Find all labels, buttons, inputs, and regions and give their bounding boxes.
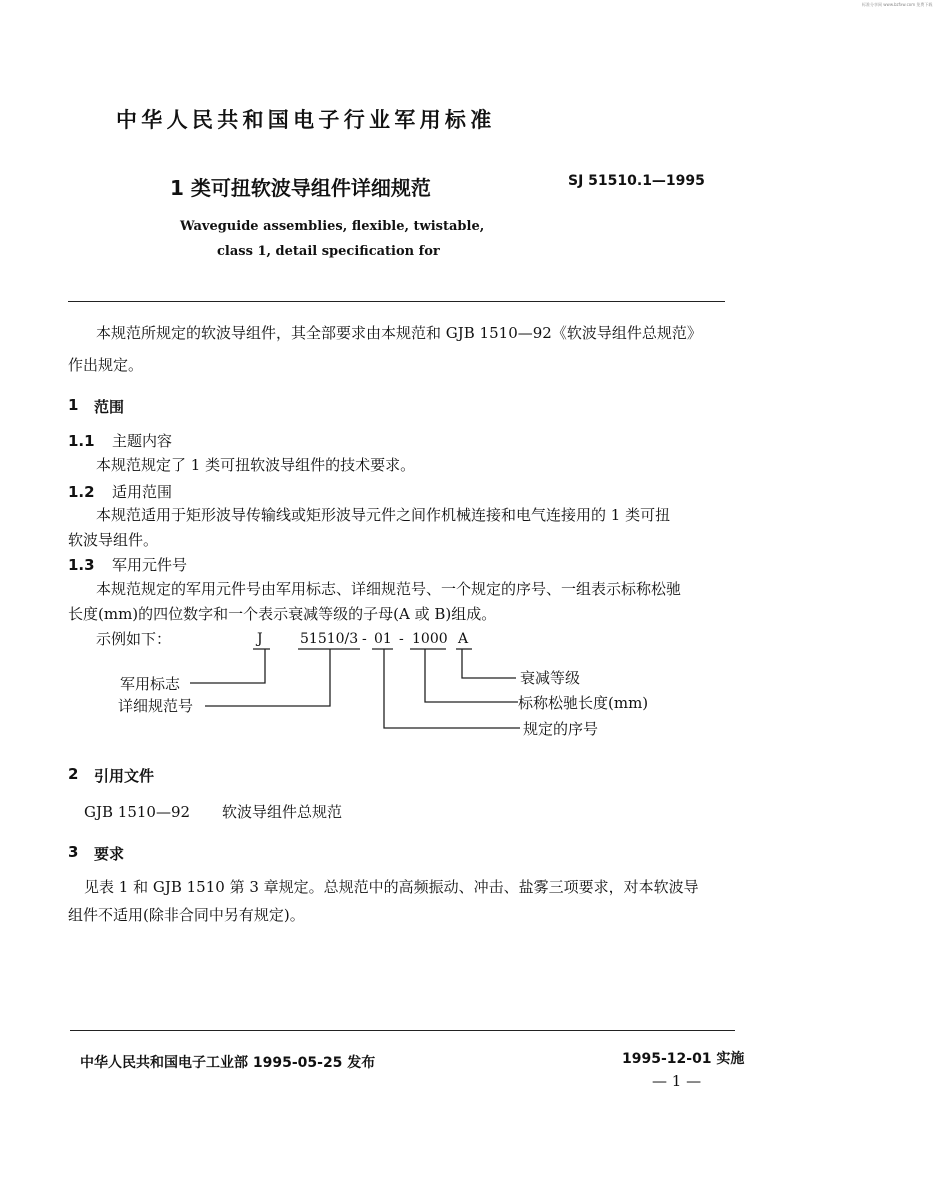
document-title-cn: 1 类可扭软波导组件详细规范: [170, 176, 431, 200]
label-seq-number: 规定的序号: [523, 720, 599, 738]
example-label: 示例如下：: [96, 630, 172, 648]
label-mil-mark: 军用标志: [120, 675, 181, 693]
section-3-title: 要求: [94, 845, 125, 863]
section-1-3-number: 1.3: [68, 556, 95, 574]
section-3-body-line1: 见表 1 和 GJB 1510 第 3 章规定。总规范中的高频振动、冲击、盐雾三项要求，对本软波导: [84, 878, 699, 896]
footer-rule: [70, 1030, 735, 1031]
section-1-1-body: 本规范规定了 1 类可扭软波导组件的技术要求。: [96, 456, 416, 474]
effective-date: 1995-12-01 实施: [622, 1051, 745, 1067]
section-1-2-body-line1: 本规范适用于矩形波导传输线或矩形波导元件之间作机械连接和电气连接用的 1 类可扭: [96, 506, 671, 524]
section-1-2-number: 1.2: [68, 483, 95, 501]
part-spec: 51510/3: [300, 631, 359, 647]
section-1-1-number: 1.1: [68, 432, 95, 450]
section-2-number: 2: [68, 765, 79, 783]
section-1-2-title: 适用范围: [112, 483, 173, 501]
part-j: J: [257, 631, 263, 647]
section-2-title: 引用文件: [94, 767, 155, 785]
leader-seq-number: [384, 649, 520, 728]
issue-statement: 中华人民共和国电子工业部 1995-05-25 发布: [80, 1055, 376, 1071]
corner-note: 标准分享网 www.bzfxw.com 免费下载: [862, 2, 933, 7]
label-spec-number: 详细规范号: [118, 697, 194, 715]
reference-title: 软波导组件总规范: [222, 803, 343, 821]
document-title-en-line2: class 1, detail specification for: [217, 244, 440, 259]
reference-code: GJB 1510—92: [84, 803, 191, 821]
section-3-number: 3: [68, 843, 79, 861]
document-title-en-line1: Waveguide assemblies, flexible, twistable,: [180, 219, 485, 234]
page-number: — 1 —: [652, 1072, 702, 1090]
intro-line2: 作出规定。: [68, 356, 144, 374]
leader-attenuation-grade: [462, 649, 516, 678]
intro-line1: 本规范所规定的软波导组件，其全部要求由本规范和 GJB 1510—92《软波导组件总规范》: [96, 324, 702, 342]
section-1-title: 范围: [94, 398, 125, 416]
part-seq: 01: [374, 631, 392, 647]
part-dash2: -: [399, 631, 404, 647]
section-1-3-title: 军用元件号: [112, 556, 188, 574]
leader-spec-number: [205, 649, 330, 706]
part-dash1: -: [362, 631, 367, 647]
section-1-1-title: 主题内容: [112, 432, 173, 450]
label-nominal-length: 标称松驰长度(mm): [518, 694, 649, 712]
section-3-body-line2: 组件不适用(除非合同中另有规定)。: [68, 906, 305, 924]
leader-mil-mark: [190, 649, 265, 683]
part-grade: A: [458, 631, 469, 647]
part-len: 1000: [412, 631, 448, 647]
section-1-number: 1: [68, 396, 79, 414]
issuing-authority: 中华人民共和国电子行业军用标准: [116, 108, 496, 132]
label-attenuation-grade: 衰减等级: [520, 669, 581, 687]
section-1-2-body-line2: 软波导组件。: [68, 531, 159, 549]
section-1-3-body-line2: 长度(mm)的四位数字和一个表示衰减等级的子母(A 或 B)组成。: [68, 605, 497, 623]
section-1-3-body-line1: 本规范规定的军用元件号由军用标志、详细规范号、一个规定的序号、一组表示标称松驰: [96, 580, 682, 598]
standard-code: SJ 51510.1—1995: [568, 173, 705, 189]
leader-nominal-length: [425, 649, 518, 702]
header-rule: [68, 301, 725, 302]
